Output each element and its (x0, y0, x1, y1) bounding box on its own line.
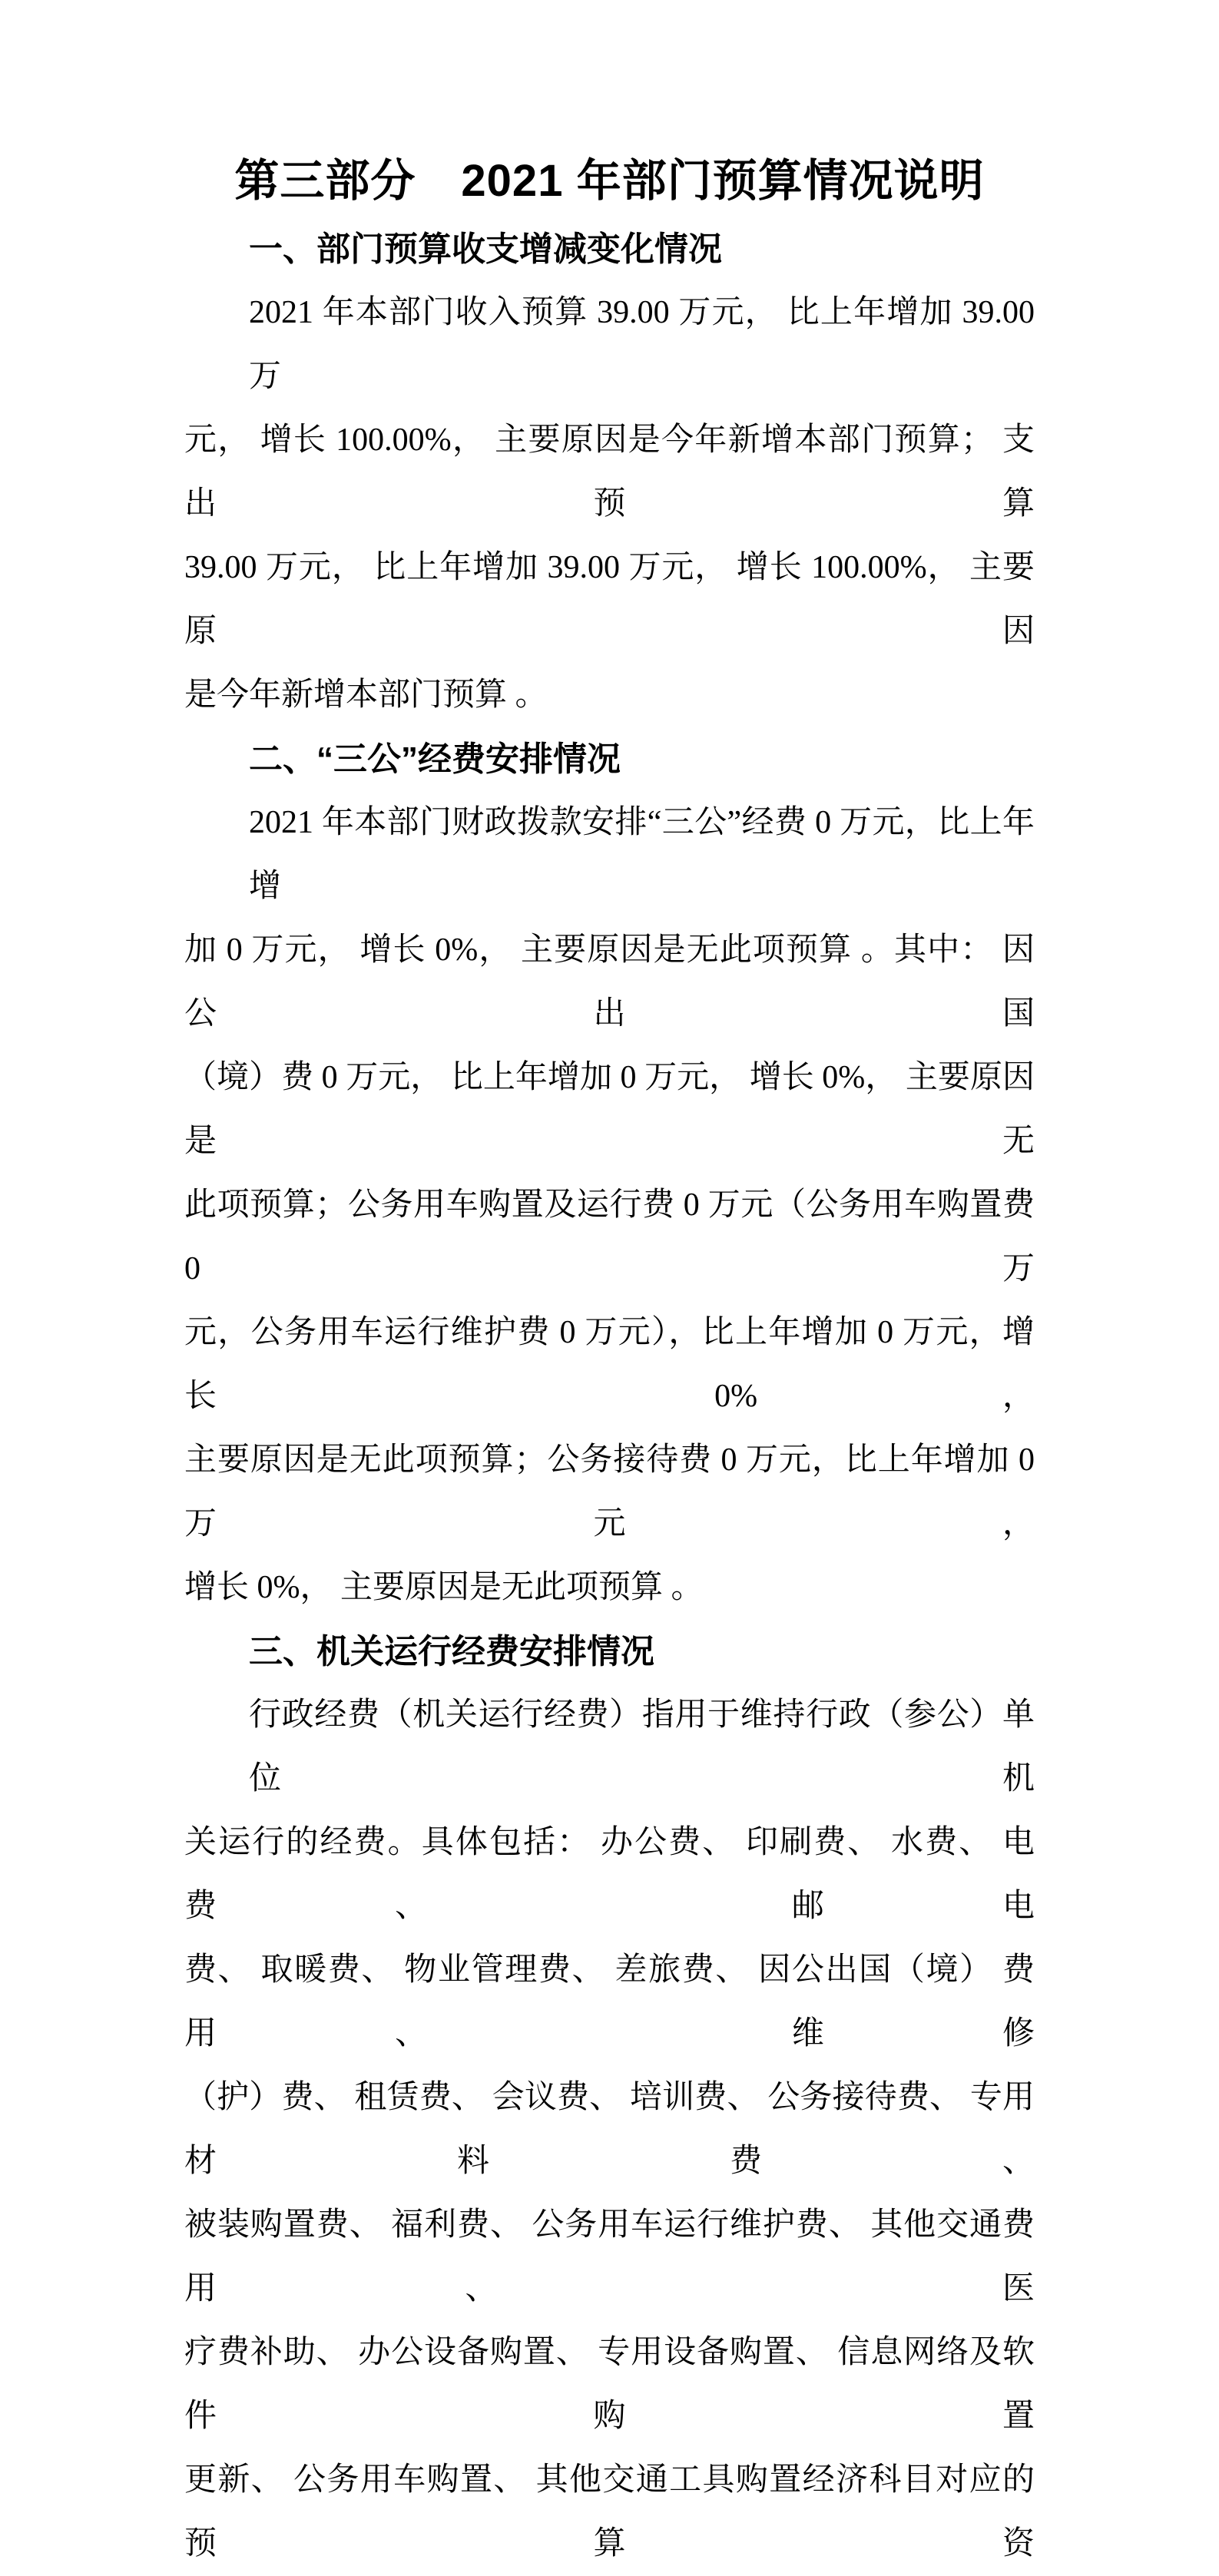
text-line: （护）费、 租赁费、 会议费、 培训费、 公务接待费、 专用材料费、 (184, 2080, 1035, 2179)
document-section (184, 727, 1035, 1620)
text-line: 增长 0%， 主要原因是无此项预算 。 (184, 1570, 704, 1605)
text-line: 费、 取暖费、 物业管理费、 差旅费、 因公出国（境） 费用、 维修 (184, 1952, 1035, 2051)
section-heading: 三、机关运行经费安排情况 (249, 1633, 654, 1670)
text-line: 主要原因是无此项预算；公务接待费 0 万元，比上年增加 0 万元， (184, 1442, 1035, 1541)
section-paragraph (184, 281, 1035, 727)
text-line: 行政经费（机关运行经费）指用于维持行政（参公）单位机 (249, 1697, 1035, 1796)
text-line: 被装购置费、 福利费、 公务用车运行维护费、 其他交通费用、 医 (184, 2207, 1035, 2306)
document-section (184, 217, 1035, 727)
text-line: 39.00 万元， 比上年增加 39.00 万元， 增长 100.00%， 主要原因 (184, 550, 1035, 649)
section-paragraph (184, 1684, 1035, 2576)
text-line: 此项预算；公务用车购置及运行费 0 万元（公务用车购置费 0 万 (184, 1187, 1035, 1286)
text-line: 更新、 公务用车购置、 其他交通工具购置经济科目对应的预算资 (184, 2462, 1035, 2561)
text-line: 元， 增长 100.00%， 主要原因是今年新增本部门预算； 支出预算 (184, 422, 1035, 521)
text-line: 加 0 万元， 增长 0%， 主要原因是无此项预算 。其中： 因公出国 (184, 932, 1035, 1031)
section-heading: 二、“三公”经费安排情况 (249, 740, 621, 778)
page-title: 第三部分 2021 年部门预算情况说明 (234, 156, 985, 206)
text-line: 2021 年本部门收入预算 39.00 万元， 比上年增加 39.00 万 (249, 295, 1035, 394)
section-heading: 一、部门预算收支增减变化情况 (249, 230, 722, 268)
text-line: 关运行的经费。具体包括： 办公费、 印刷费、 水费、 电费、 邮电 (184, 1825, 1035, 1924)
text-line: 是今年新增本部门预算 。 (184, 677, 548, 713)
document-section (184, 1620, 1035, 2576)
text-line: 元，公务用车运行维护费 0 万元），比上年增加 0 万元，增长 0%， (184, 1315, 1035, 1414)
text-line: 疗费补助、 办公设备购置、 专用设备购置、 信息网络及软件购置 (184, 2335, 1035, 2434)
section-paragraph (184, 791, 1035, 1620)
text-line: （境）费 0 万元， 比上年增加 0 万元， 增长 0%， 主要原因是无 (184, 1060, 1035, 1159)
text-line: 2021 年本部门财政拨款安排“三公”经费 0 万元，比上年增 (249, 805, 1035, 904)
document-body (184, 217, 1035, 2576)
